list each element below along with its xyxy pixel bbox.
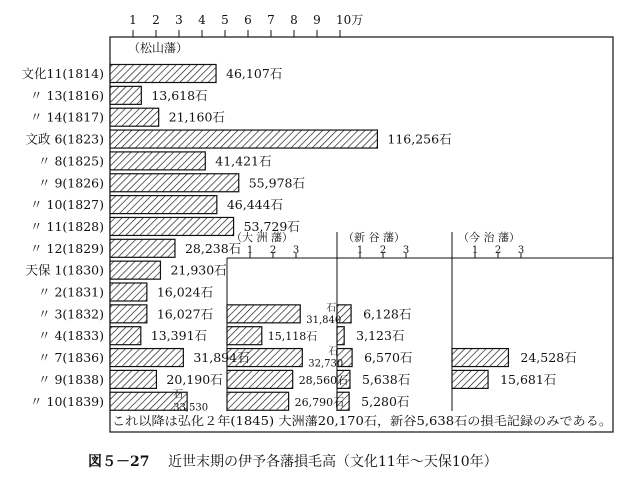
- matsuyama-bar: [110, 349, 183, 367]
- main-axis-tick-label: 10万: [336, 13, 364, 27]
- subpanel-tick-label: 2: [494, 245, 502, 256]
- matsuyama-bar-label: 53,729石: [243, 218, 300, 234]
- subpanel-bar: [227, 305, 300, 323]
- subpanel-bar-label: 24,528石: [520, 350, 577, 366]
- main-axis-tick-label: 4: [198, 13, 206, 27]
- subpanel-tick-label: 3: [402, 245, 410, 256]
- subpanel-bar-label: 15,681石: [500, 371, 557, 387]
- main-axis-tick-label: 7: [267, 13, 275, 27]
- matsuyama-bar: [110, 327, 141, 345]
- main-axis-tick-label: 1: [129, 13, 137, 27]
- subpanel-tick-label: 2: [269, 245, 277, 256]
- subpanel-tick-label: 1: [356, 245, 364, 256]
- main-axis-tick-label: 9: [313, 13, 321, 27]
- bar-unit-label: 石: [326, 302, 337, 314]
- matsuyama-bar-label: 20,190石: [166, 371, 223, 387]
- category-label: 〃 14(1817): [30, 109, 104, 125]
- matsuyama-bar: [110, 196, 217, 214]
- subpanel-bar-label: 6,570石: [364, 350, 413, 366]
- matsuyama-bar-label: 46,107石: [226, 66, 283, 81]
- subpanel-tick-label: 3: [517, 245, 525, 256]
- matsuyama-bar: [110, 174, 239, 192]
- subpanel-bar: [337, 327, 344, 345]
- category-label: 〃 10(1839): [30, 393, 104, 409]
- main-axis-tick-label: 3: [175, 13, 183, 27]
- subpanel-tick-label: 1: [246, 245, 254, 256]
- subpanel-tick-label: 1: [471, 245, 479, 256]
- category-label: 〃 4(1833): [38, 328, 104, 344]
- main-axis-tick-label: 6: [244, 13, 252, 27]
- matsuyama-bar: [110, 217, 234, 235]
- matsuyama-bar-label: 28,238石: [184, 240, 242, 256]
- matsuyama-title: （松山藩）: [128, 41, 189, 55]
- main-axis-tick-label: 5: [221, 13, 229, 27]
- subpanel-bar-label: 5,638石: [361, 371, 411, 387]
- matsuyama-bar-label: 13,618石: [151, 87, 208, 103]
- matsuyama-bar: [110, 370, 156, 388]
- matsuyama-bar-label: 31,894石: [193, 350, 250, 366]
- matsuyama-bar-label: 41,421石: [215, 153, 272, 169]
- category-label: 〃 13(1816): [30, 87, 104, 103]
- bar-unit-label: 石: [173, 389, 184, 401]
- matsuyama-bar-label: 16,027石: [156, 306, 214, 322]
- category-label: 〃 7(1836): [38, 350, 104, 366]
- matsuyama-bar: [110, 130, 377, 148]
- main-axis-tick-label: 8: [290, 13, 298, 27]
- category-label: 〃 9(1826): [38, 175, 104, 191]
- subpanel-bar-label: 15,118石: [267, 330, 318, 344]
- category-label: 天保 1(1830): [25, 262, 104, 278]
- category-label: 〃 9(1838): [38, 371, 104, 387]
- bar-unit-label: 石: [328, 346, 339, 358]
- matsuyama-bar: [110, 108, 159, 126]
- matsuyama-bar-label: 21,930石: [170, 262, 227, 278]
- matsuyama-bar: [110, 305, 147, 323]
- caption-number: 図５－27: [88, 454, 150, 470]
- subpanel-tick-label: 2: [379, 245, 387, 256]
- subpanel-bar-label: 31,840: [306, 314, 342, 326]
- subpanel-bar: [452, 370, 488, 388]
- matsuyama-bar-label: 16,024石: [156, 284, 214, 300]
- matsuyama-bar-label: 55,978石: [248, 175, 305, 191]
- footnote: これ以降は弘化２年(1845) 大洲藩20,170石，新谷5,638石の損毛記録のみである。: [112, 414, 576, 428]
- subpanel-title: （今 治 藩）: [458, 231, 520, 244]
- matsuyama-bar-label: 21,160石: [168, 109, 225, 125]
- category-label: 〃 11(1828): [30, 218, 104, 234]
- category-label: 〃 8(1825): [38, 153, 104, 169]
- main-axis-tick-label: 2: [152, 13, 160, 27]
- subpanel-bar: [227, 370, 293, 388]
- subpanel-bar-label: 32,730: [308, 358, 344, 370]
- matsuyama-bar-label: 46,444石: [226, 197, 284, 213]
- matsuyama-bar: [110, 152, 205, 170]
- matsuyama-bar-label: 33,530: [173, 402, 209, 414]
- subpanel-bar-label: 3,123石: [356, 328, 405, 344]
- subpanel-title: （大 洲 藩）: [231, 231, 293, 244]
- subpanel-title: （新 谷 藩）: [343, 231, 405, 244]
- category-label: 〃 2(1831): [38, 284, 104, 300]
- category-label: 〃 12(1829): [30, 240, 104, 256]
- category-label: 文化11(1814): [21, 66, 104, 81]
- subpanel-bar-label: 6,128石: [363, 306, 412, 322]
- caption-text: 近世末期の伊予各藩損毛高（文化11年～天保10年）: [168, 454, 498, 470]
- matsuyama-bar: [110, 283, 147, 301]
- matsuyama-bar: [110, 86, 141, 104]
- matsuyama-bar: [110, 239, 175, 257]
- matsuyama-bar: [110, 65, 216, 83]
- matsuyama-bar: [110, 261, 160, 279]
- subpanel-bar: [227, 327, 262, 345]
- subpanel-bar-label: 26,790石: [294, 395, 345, 409]
- subpanel-bar-label: 28,560石: [298, 373, 349, 387]
- category-label: 文政 6(1823): [25, 131, 104, 147]
- subpanel-tick-label: 3: [292, 245, 300, 256]
- subpanel-bar: [227, 392, 289, 410]
- category-label: 〃 3(1832): [38, 306, 104, 322]
- matsuyama-bar-label: 116,256石: [387, 131, 452, 147]
- subpanel-bar: [452, 349, 508, 367]
- category-label: 〃 10(1827): [30, 197, 104, 213]
- matsuyama-bar-label: 13,391石: [150, 328, 208, 344]
- subpanel-bar-label: 5,280石: [361, 393, 410, 409]
